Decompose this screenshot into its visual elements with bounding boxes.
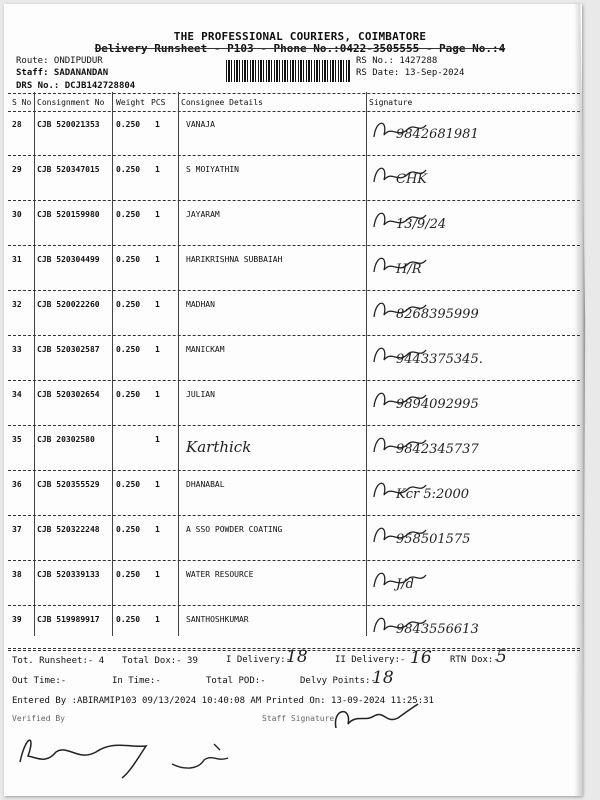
ii-delivery-value: 16 xyxy=(410,648,432,668)
cell-sno: 30 xyxy=(12,210,22,219)
rs-date: RS Date: 13-Sep-2024 xyxy=(356,68,465,78)
rs-number: RS No.: 1427288 xyxy=(356,56,438,66)
handwritten-signature xyxy=(370,565,430,595)
cell-consignment: CJB 520021353 xyxy=(37,120,100,129)
subtitle-text: Delivery Runsheet - P103 - Phone No.:0422-3505555 - Page No.:4 xyxy=(94,42,506,55)
cell-pcs: 1 xyxy=(155,300,160,309)
cell-weight: 0.250 xyxy=(116,345,141,354)
cell-consignee: SANTHOSHKUMAR xyxy=(186,615,249,624)
cell-consignment: CJB 520355529 xyxy=(37,480,100,489)
cell-weight: 0.250 xyxy=(116,120,141,129)
cell-weight: 0.250 xyxy=(116,570,141,579)
cell-consignee: JULIAN xyxy=(186,390,215,399)
handwritten-signature xyxy=(370,430,430,460)
handwritten-signature xyxy=(370,295,430,325)
cell-pcs: 1 xyxy=(155,480,160,489)
col-header-sno: S No xyxy=(12,98,32,107)
handwritten-signature xyxy=(370,340,430,370)
staff-label: Staff: SADANANDAN xyxy=(16,68,109,78)
cell-consignee: S MOIYATHIN xyxy=(186,165,239,174)
cell-consignment: CJB 520302587 xyxy=(37,345,100,354)
cell-pcs: 1 xyxy=(155,615,160,624)
handwritten-signature xyxy=(370,160,430,190)
delvy-points-value: 18 xyxy=(372,668,394,688)
handwritten-signature xyxy=(370,520,430,550)
cell-sno: 33 xyxy=(12,345,22,354)
handwritten-signature xyxy=(370,475,430,505)
cell-sno: 32 xyxy=(12,300,22,309)
cell-pcs: 1 xyxy=(155,120,160,129)
cell-consignment: CJB 520302654 xyxy=(37,390,100,399)
table-top-rule xyxy=(8,93,580,94)
cell-pcs: 1 xyxy=(155,570,160,579)
staff-signature xyxy=(328,700,424,734)
table-row xyxy=(0,246,600,291)
cell-consignee: JAYARAM xyxy=(186,210,220,219)
cell-consignment: CJB 20302580 xyxy=(37,435,95,444)
cell-consignment: CJB 519989917 xyxy=(37,615,100,624)
printed-on: Printed On: 13-09-2024 11:25:31 xyxy=(266,696,434,706)
table-row xyxy=(0,111,600,156)
cell-signature: 9843556613 xyxy=(396,622,479,637)
cell-signature: 9443375345. xyxy=(396,352,483,367)
cell-consignment: CJB 520159980 xyxy=(37,210,100,219)
table-row xyxy=(0,156,600,201)
cell-signature: 958501575 xyxy=(396,532,471,547)
barcode-image xyxy=(226,60,351,82)
staff-signature-label: Staff Signature xyxy=(262,714,335,723)
cell-pcs: 1 xyxy=(155,390,160,399)
cell-weight: 0.250 xyxy=(116,525,141,534)
cell-weight: 0.250 xyxy=(116,210,141,219)
cell-signature: Kcr 5:2000 xyxy=(396,487,470,502)
cell-signature: 9842681981 xyxy=(396,127,479,142)
in-time: In Time:- xyxy=(112,676,161,686)
total-runsheet: Tot. Runsheet:- 4 xyxy=(12,656,105,666)
document-subtitle xyxy=(0,42,600,55)
cell-sno: 29 xyxy=(12,165,22,174)
handwritten-signature xyxy=(370,250,430,280)
table-row xyxy=(0,336,600,381)
rtn-dox-value: 5 xyxy=(496,647,507,667)
i-delivery-label: I Delivery:- xyxy=(226,655,292,665)
col-header-weight: Weight xyxy=(116,98,145,107)
cell-weight: 0.250 xyxy=(116,480,141,489)
cell-sno: 28 xyxy=(12,120,22,129)
table-row xyxy=(0,606,600,651)
table-row xyxy=(0,291,600,336)
cell-signature: 8268395999 xyxy=(396,307,479,322)
cell-signature: CHK xyxy=(396,172,427,187)
cell-consignee: A SSO POWDER COATING xyxy=(186,525,283,534)
cell-consignee: VANAJA xyxy=(186,120,215,129)
cell-sno: 37 xyxy=(12,525,22,534)
table-row xyxy=(0,426,600,471)
cell-pcs: 1 xyxy=(155,435,160,444)
route-label: Route: ONDIPUDUR xyxy=(16,56,103,66)
cell-consignee: DHANABAL xyxy=(186,480,225,489)
entered-by: Entered By :ABIRAMIP103 09/13/2024 10:40:08 AM xyxy=(12,696,262,706)
cell-pcs: 1 xyxy=(155,165,160,174)
table-row xyxy=(0,516,600,561)
cell-consignee: HARIKRISHNA SUBBAIAH xyxy=(186,255,283,264)
verified-by-label: Verified By xyxy=(12,714,65,723)
handwritten-signature xyxy=(370,385,430,415)
cell-consignment: CJB 520322248 xyxy=(37,525,100,534)
verifier-signature xyxy=(18,728,248,788)
cell-signature: H/R xyxy=(396,262,422,277)
total-dox: Total Dox:- 39 xyxy=(122,656,198,666)
col-header-pcs: PCS xyxy=(151,98,166,107)
cell-consignment: CJB 520304499 xyxy=(37,255,100,264)
cell-sno: 35 xyxy=(12,435,22,444)
col-header-consignee: Consignee Details xyxy=(181,98,263,107)
cell-sno: 36 xyxy=(12,480,22,489)
cell-pcs: 1 xyxy=(155,255,160,264)
cell-sno: 31 xyxy=(12,255,22,264)
document-title: THE PROFESSIONAL COURIERS, COIMBATORE xyxy=(173,30,427,43)
cell-sno: 34 xyxy=(12,390,22,399)
table-row xyxy=(0,201,600,246)
handwritten-signature xyxy=(370,205,430,235)
out-time: Out Time:- xyxy=(12,676,67,686)
table-row xyxy=(0,381,600,426)
cell-pcs: 1 xyxy=(155,525,160,534)
cell-sno: 39 xyxy=(12,615,22,624)
cell-consignee: MADHAN xyxy=(186,300,215,309)
cell-pcs: 1 xyxy=(155,210,160,219)
cell-consignee: MANICKAM xyxy=(186,345,225,354)
rtn-dox-label: RTN Dox:- xyxy=(450,655,499,665)
cell-weight: 0.250 xyxy=(116,300,141,309)
cell-signature: 9842345737 xyxy=(396,442,479,457)
cell-weight: 0.250 xyxy=(116,390,141,399)
cell-consignee: Karthick xyxy=(186,438,252,456)
table-row xyxy=(0,561,600,606)
cell-sno: 38 xyxy=(12,570,22,579)
ii-delivery-label: II Delivery:- xyxy=(335,655,406,665)
col-header-consignment: Consignment No xyxy=(37,98,105,107)
cell-signature: J/d xyxy=(396,577,414,592)
cell-weight: 0.250 xyxy=(116,615,141,624)
handwritten-signature xyxy=(370,610,430,640)
col-header-signature: Signature xyxy=(369,98,413,107)
cell-pcs: 1 xyxy=(155,345,160,354)
cell-signature: 9894092995 xyxy=(396,397,479,412)
table-row xyxy=(0,471,600,516)
cell-consignee: WATER RESOURCE xyxy=(186,570,254,579)
cell-weight: 0.250 xyxy=(116,165,141,174)
handwritten-signature xyxy=(370,115,430,145)
i-delivery-value: 18 xyxy=(286,647,308,667)
cell-consignment: CJB 520347015 xyxy=(37,165,100,174)
cell-consignment: CJB 520339133 xyxy=(37,570,100,579)
cell-signature: 13/9/24 xyxy=(396,217,447,232)
cell-weight: 0.250 xyxy=(116,255,141,264)
drs-number: DRS No.: DCJB142728804 xyxy=(16,81,136,91)
cell-consignment: CJB 520022260 xyxy=(37,300,100,309)
total-pod: Total POD:- xyxy=(206,676,266,686)
delvy-points-label: Delvy Points:- xyxy=(300,676,376,686)
